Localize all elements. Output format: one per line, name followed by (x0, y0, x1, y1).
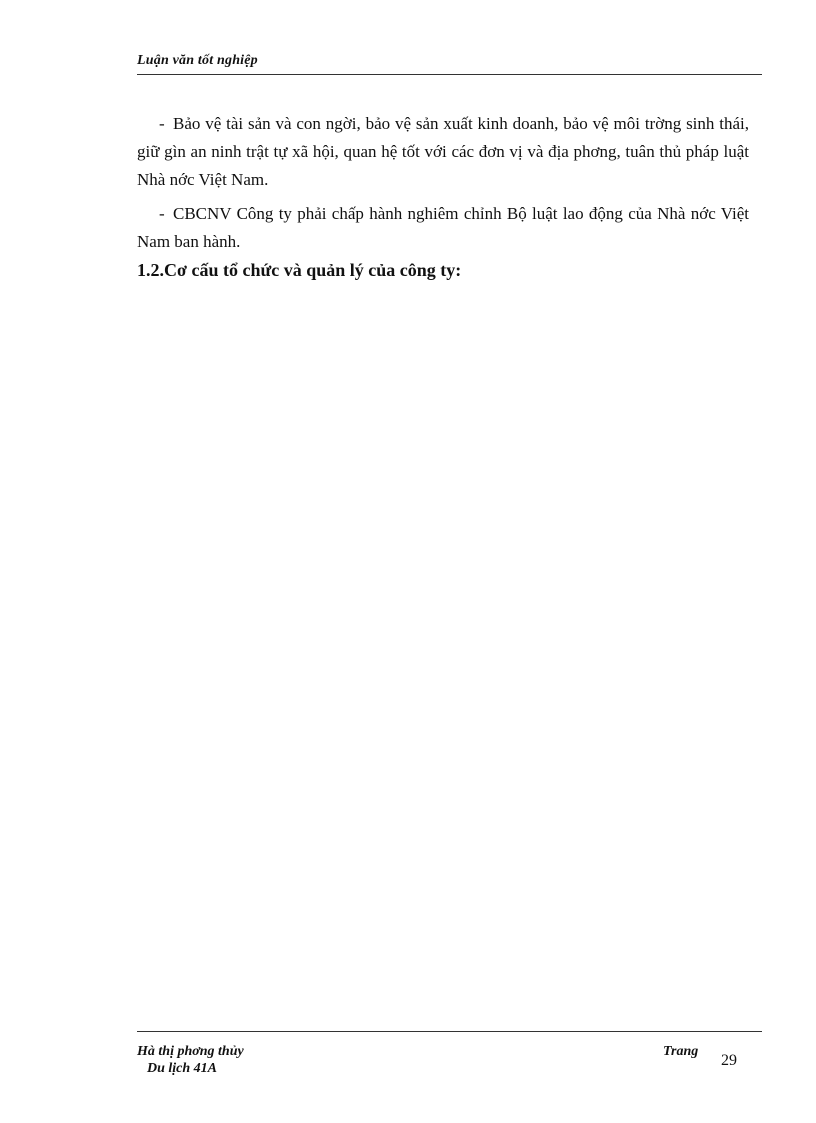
page-number: 29 (721, 1052, 737, 1069)
section-heading: 1.2.Cơ cấu tổ chức và quản lý của công ty: (137, 260, 462, 280)
footer-divider (137, 1031, 762, 1032)
paragraph-2-text: CBCNV Công ty phải chấp hành nghiêm chỉnh Bộ luật lao động của Nhà nớc Việt Nam ban hành. (137, 204, 749, 251)
bullet-dash: - (159, 204, 165, 223)
paragraph-1-text: Bảo vệ tài sản và con ngời, bảo vệ sản xuất kinh doanh, bảo vệ môi trờng sinh thái, giữ gìn an ninh trật tự xã hội, quan hệ tốt với các đơn vị và địa phơng, tuân thủ pháp luật Nhà nớc Việt Nam. (137, 114, 749, 189)
document-body (137, 110, 749, 282)
footer-author: Hà thị phơng thủy (137, 1044, 244, 1059)
footer-page-label: Trang (663, 1044, 699, 1059)
bullet-dash: - (159, 114, 165, 133)
paragraph-2 (137, 200, 749, 256)
document-header-title: Luận văn tốt nghiệp (137, 53, 258, 68)
paragraph-1 (137, 110, 749, 194)
header-divider (137, 74, 762, 75)
footer-class-name: Du lịch 41A (147, 1061, 218, 1076)
